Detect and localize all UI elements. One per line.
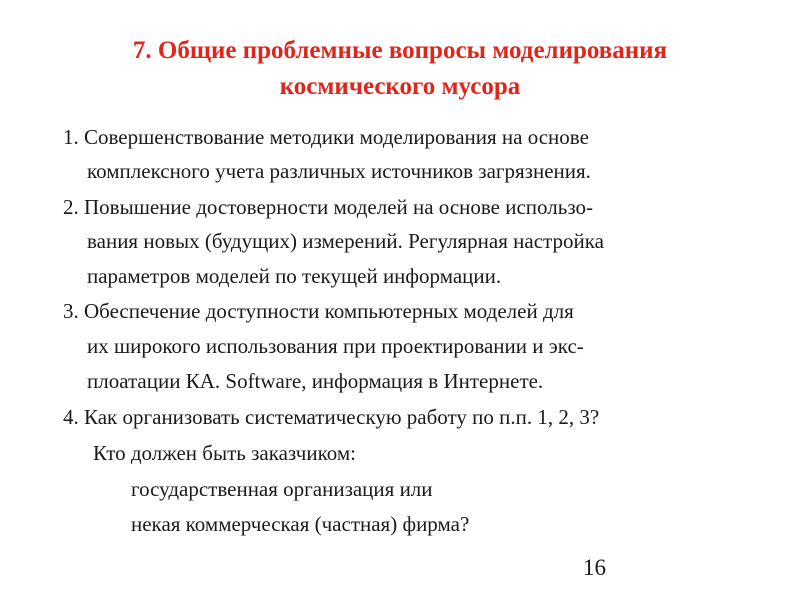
item-1-line-2: комплексного учета различных источников загрязнения. (87, 159, 591, 183)
item-2-line-2: вания новых (будущих) измерений. Регулярная настройка (87, 229, 604, 253)
item-4-option-2: некая коммерческая (частная) фирма? (131, 512, 470, 536)
item-4-option-1: государственная организация или (131, 477, 433, 501)
item-3-line-2: их широкого использования при проектировании и экс- (87, 334, 584, 358)
page-number: 16 (583, 555, 606, 580)
item-3-line-3: плоатации КА. Software, информация в Интернете. (87, 369, 544, 393)
slide-title-line-1: 7. Общие проблемные вопросы моделирования (132, 37, 668, 64)
item-2-line-3: параметров моделей по текущей информации. (87, 264, 502, 288)
item-4-line-1: 4. Как организовать систематическую работу по п.п. 1, 2, 3? (63, 405, 600, 429)
item-2-line-1: 2. Повышение достоверности моделей на основе использо- (63, 195, 593, 219)
item-3-line-1: 3. Обеспечение доступности компьютерных моделей для (63, 299, 574, 323)
item-1-line-1: 1. Совершенствование методики моделирования на основе (63, 125, 589, 149)
slide-title-line-2: космического мусора (279, 73, 521, 100)
item-4-line-2: Кто должен быть заказчиком: (93, 441, 356, 465)
